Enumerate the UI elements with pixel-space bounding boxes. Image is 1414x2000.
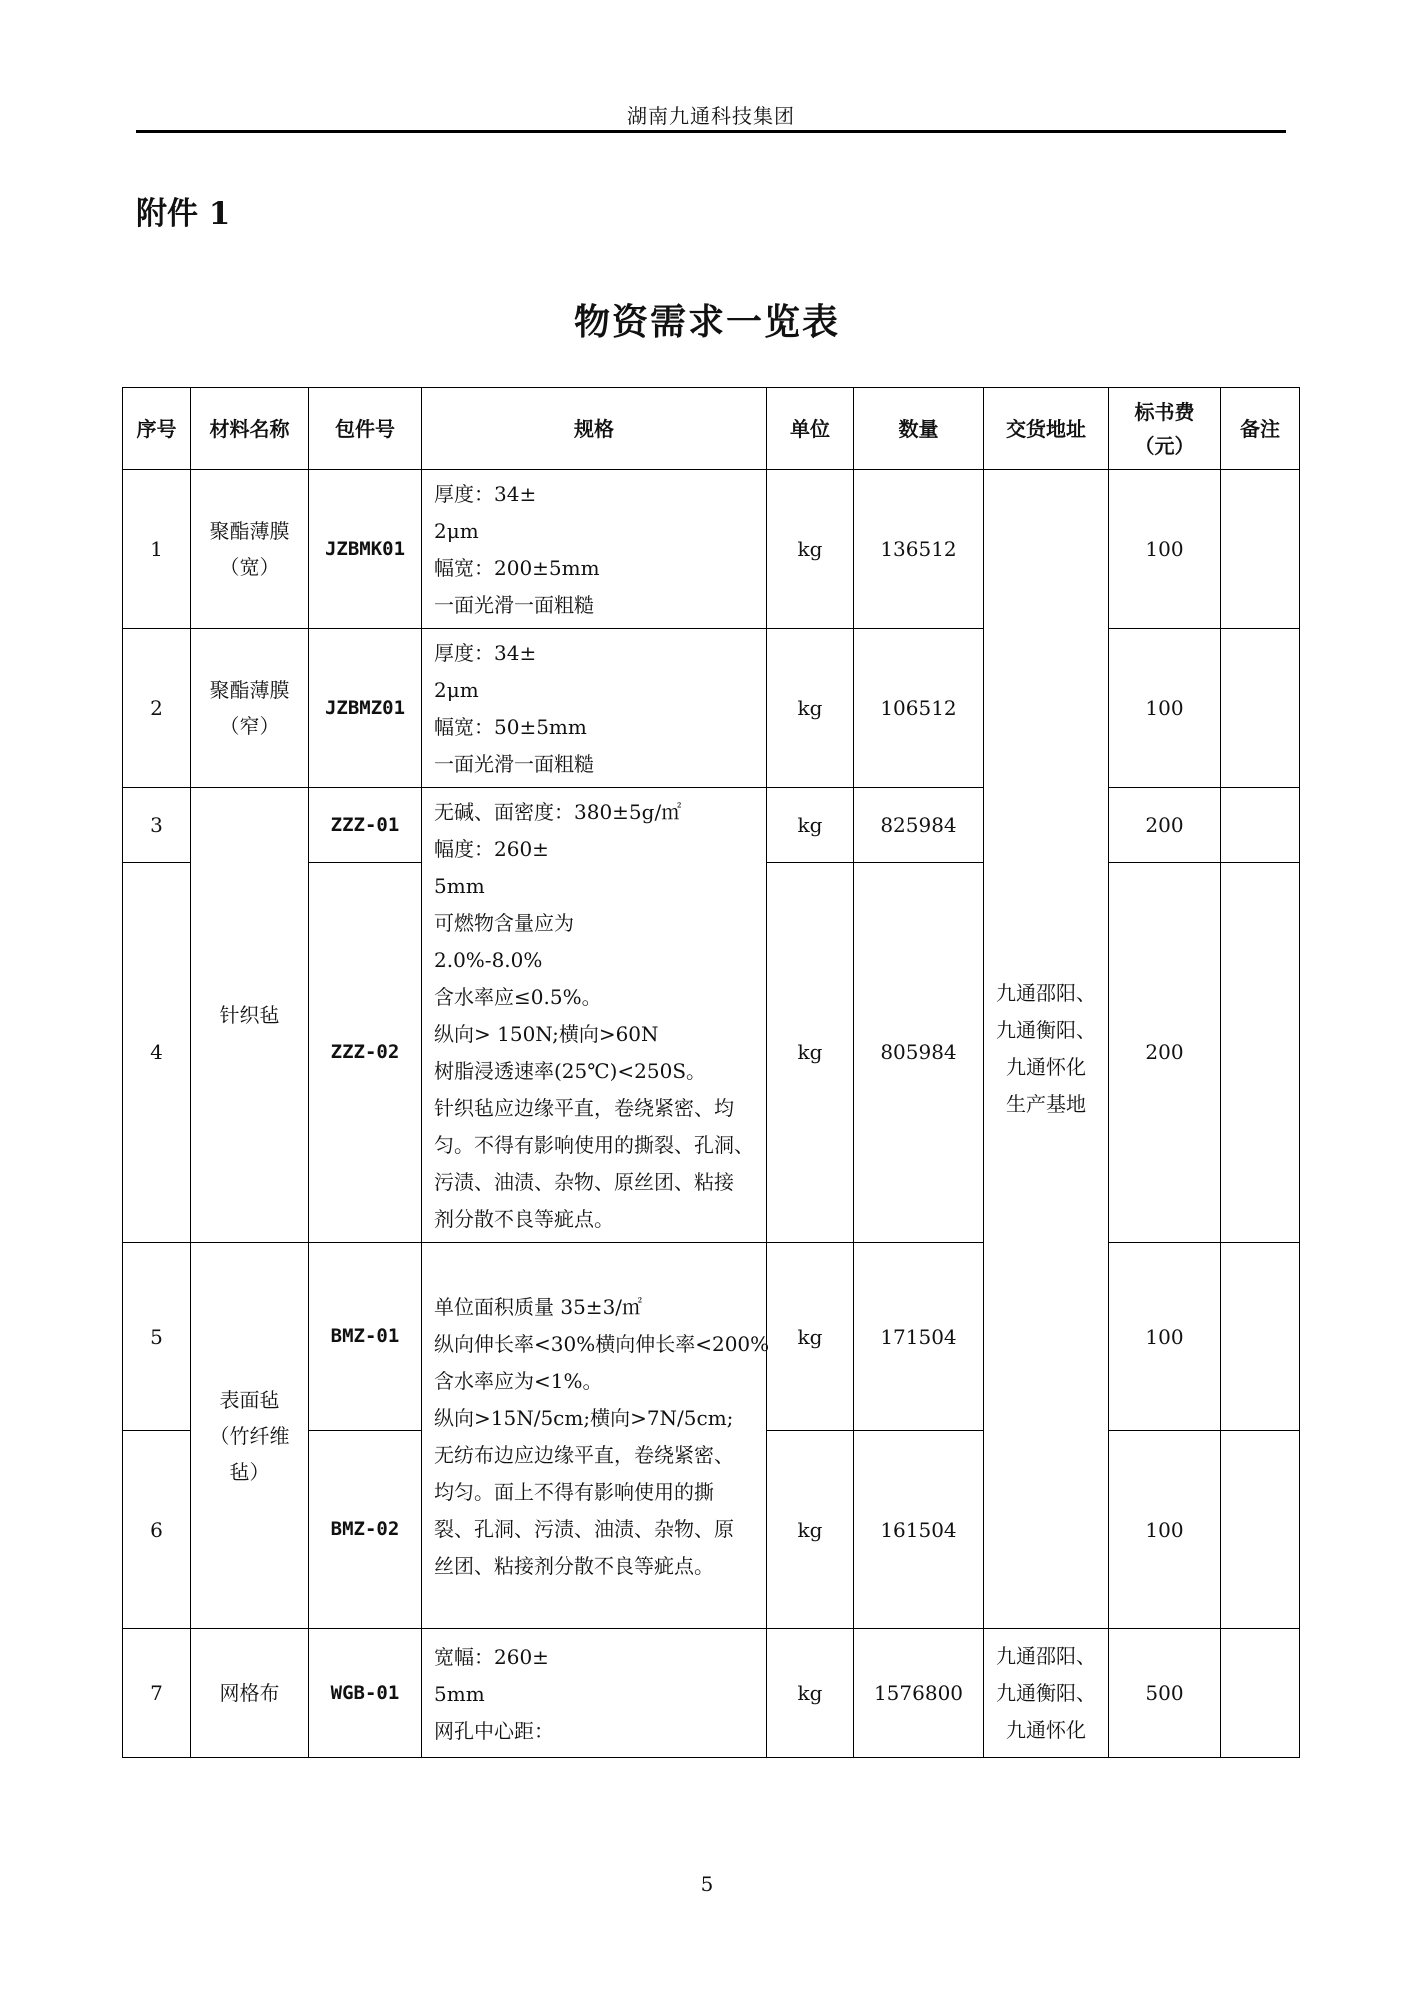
cell-bid-fee: 100 [1109,470,1221,629]
cell-quantity: 136512 [854,470,984,629]
cell-unit: kg [767,1243,854,1431]
cell-seq: 6 [123,1431,191,1629]
cell-package-code: BMZ-01 [309,1243,422,1431]
cell-spec: 无碱、面密度：380±5g/㎡ 幅度：260± 5mm 可燃物含量应为 2.0%-8.0% 含水率应≤0.5%。 纵向> 150N;横向>60N 树脂浸透速率(25℃)<250S。 针织毡应边缘平直，卷绕紧密、均 匀。不得有影响使用的撕裂、孔洞、 污渍、油渍、杂物、原丝团、粘接 剂分散不良等疵点。 [422,788,767,1243]
cell-note [1221,1629,1300,1758]
col-header-seq: 序号 [123,388,191,470]
cell-quantity: 825984 [854,788,984,863]
cell-unit: kg [767,629,854,788]
table-row [123,1243,1300,1431]
cell-bid-fee: 100 [1109,629,1221,788]
cell-seq: 2 [123,629,191,788]
cell-seq: 4 [123,862,191,1242]
cell-bid-fee: 200 [1109,862,1221,1242]
cell-material-name: 聚酯薄膜 （宽） [191,470,309,629]
cell-note [1221,1431,1300,1629]
col-header-fee: 标书费 （元） [1109,388,1221,470]
col-header-unit: 单位 [767,388,854,470]
cell-unit: kg [767,470,854,629]
header-rule [136,130,1286,133]
material-requirements-table [122,387,1300,1758]
cell-package-code: ZZZ-01 [309,788,422,863]
table-row [123,1629,1300,1758]
col-header-address: 交货地址 [984,388,1109,470]
cell-package-code: JZBMK01 [309,470,422,629]
cell-note [1221,1243,1300,1431]
document-title: 物资需求一览表 [573,301,840,343]
table-row [123,788,1300,863]
cell-package-code: ZZZ-02 [309,862,422,1242]
cell-unit: kg [767,1431,854,1629]
cell-seq: 3 [123,788,191,863]
col-header-spec: 规格 [422,388,767,470]
cell-unit: kg [767,1629,854,1758]
cell-spec: 单位面积质量 35±3/㎡ 纵向伸长率<30%横向伸长率<200% 含水率应为<1%。 纵向>15N/5cm;横向>7N/5cm; 无纺布边应边缘平直，卷绕紧密、 均匀。面上不得有影响使用的撕 裂、孔洞、污渍、油渍、杂物、原 丝团、粘接剂分散不良等疵点。 [422,1243,767,1629]
attachment-label: 附件 1 [136,196,231,232]
col-header-note: 备注 [1221,388,1300,470]
cell-material-name: 聚酯薄膜 （窄） [191,629,309,788]
table-row [123,629,1300,788]
cell-delivery-address: 九通邵阳、 九通衡阳、 九通怀化 生产基地 [984,470,1109,1629]
cell-quantity: 171504 [854,1243,984,1431]
cell-seq: 5 [123,1243,191,1431]
cell-package-code: WGB-01 [309,1629,422,1758]
col-header-qty: 数量 [854,388,984,470]
cell-material-name: 针织毡 [191,788,309,1243]
cell-quantity: 106512 [854,629,984,788]
table-row [123,470,1300,629]
cell-spec: 厚度：34± 2μm 幅宽：200±5mm 一面光滑一面粗糙 [422,470,767,629]
cell-bid-fee: 100 [1109,1431,1221,1629]
cell-note [1221,470,1300,629]
cell-material-name: 网格布 [191,1629,309,1758]
cell-spec: 厚度：34± 2μm 幅宽：50±5mm 一面光滑一面粗糙 [422,629,767,788]
cell-unit: kg [767,862,854,1242]
page-header: 湖南九通科技集团 [627,104,795,128]
cell-unit: kg [767,788,854,863]
cell-quantity: 1576800 [854,1629,984,1758]
cell-material-name: 表面毡 （竹纤维 毡） [191,1243,309,1629]
cell-seq: 1 [123,470,191,629]
col-header-name: 材料名称 [191,388,309,470]
cell-note [1221,788,1300,863]
cell-bid-fee: 100 [1109,1243,1221,1431]
cell-package-code: JZBMZ01 [309,629,422,788]
col-header-code: 包件号 [309,388,422,470]
table-header-row [123,388,1300,470]
cell-note [1221,629,1300,788]
cell-spec: 宽幅：260± 5mm 网孔中心距： [422,1629,767,1758]
page-number: 5 [700,1872,714,1896]
cell-package-code: BMZ-02 [309,1431,422,1629]
cell-seq: 7 [123,1629,191,1758]
cell-note [1221,862,1300,1242]
cell-quantity: 805984 [854,862,984,1242]
cell-bid-fee: 500 [1109,1629,1221,1758]
cell-delivery-address: 九通邵阳、 九通衡阳、 九通怀化 [984,1629,1109,1758]
cell-quantity: 161504 [854,1431,984,1629]
cell-bid-fee: 200 [1109,788,1221,863]
